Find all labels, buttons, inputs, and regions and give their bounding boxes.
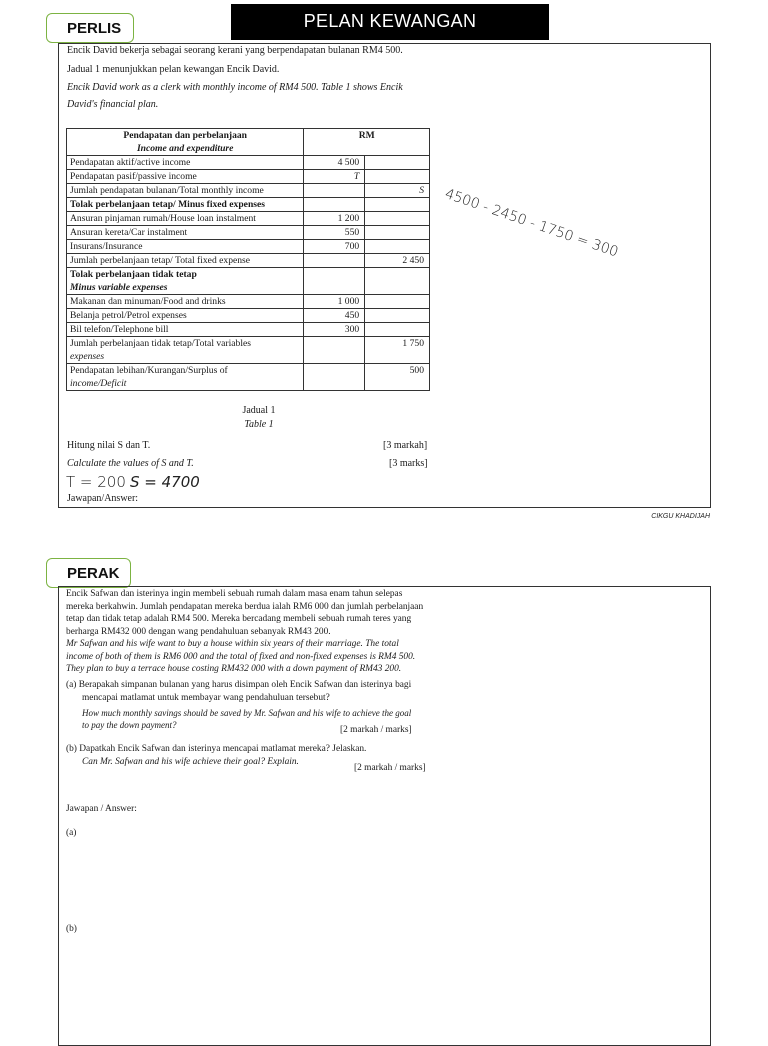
row-value: 550 bbox=[304, 226, 365, 240]
q2-intro-en-line: income of both of them is RM6 000 and the total of fixed and non-fixed expenses is RM4 500. bbox=[66, 651, 416, 662]
q2-intro-en bbox=[66, 638, 415, 676]
table-row bbox=[67, 268, 430, 295]
row-value bbox=[304, 184, 365, 198]
q2-intro-ms-line: tetap dan tidak tetap adalah RM4 500. Mereka bercadang membeli sebuah rumah teres yang bbox=[66, 614, 412, 625]
row-label bbox=[67, 268, 304, 295]
q2a-ms-line1: (a) Berapakah simpanan bulanan yang harus disimpan oleh Encik Safwan dan isterinya bagi bbox=[66, 680, 412, 690]
row-value: 4 500 bbox=[304, 156, 365, 170]
q2-intro-ms-line: mereka berkahwin. Jumlah pendapatan mereka berdua ialah RM6 000 dan jumlah perbelanjaan bbox=[66, 601, 424, 612]
row-value: 450 bbox=[304, 309, 365, 323]
state-tag-perak: PERAK bbox=[46, 558, 131, 588]
row-value: 1 200 bbox=[304, 212, 365, 226]
row-value: 300 bbox=[304, 323, 365, 337]
row-total: S bbox=[365, 184, 430, 198]
row-label bbox=[67, 337, 304, 364]
row-label: Jumlah pendapatan bulanan/Total monthly income bbox=[67, 184, 304, 198]
answer-label: Jawapan/Answer: bbox=[67, 493, 139, 504]
row-value bbox=[304, 337, 365, 364]
row-label: Pendapatan aktif/active income bbox=[67, 156, 304, 170]
q2a-en-line2: to pay the down payment? bbox=[82, 720, 177, 730]
row-total bbox=[365, 198, 430, 212]
row-value: 700 bbox=[304, 240, 365, 254]
table-row bbox=[67, 240, 430, 254]
row-label-line1: Jumlah perbelanjaan tidak tetap/Total variables bbox=[70, 338, 252, 349]
question-en: Calculate the values of S and T. bbox=[67, 458, 194, 469]
row-label: Tolak perbelanjaan tetap/ Minus fixed expenses bbox=[67, 198, 304, 212]
q2-answer-label: Jawapan / Answer: bbox=[66, 804, 137, 814]
row-total bbox=[365, 295, 430, 309]
handwritten-working: 4500 - 2450 - 1750 = 300 bbox=[442, 186, 621, 261]
marks-ms: [3 markah] bbox=[383, 440, 428, 451]
row-label bbox=[67, 364, 304, 391]
credit-text: CIKGU KHADIJAH bbox=[651, 513, 710, 520]
handwritten-answer-s: S = 4700 bbox=[130, 473, 200, 491]
row-label: Ansuran pinjaman rumah/House loan instalment bbox=[67, 212, 304, 226]
page-title: PELAN KEWANGAN bbox=[231, 4, 549, 40]
q2-intro-ms bbox=[66, 588, 423, 639]
financial-plan-table bbox=[66, 128, 430, 391]
row-total: 2 450 bbox=[365, 254, 430, 268]
q2b-marks: [2 markah / marks] bbox=[354, 763, 426, 773]
table-header-rm: RM bbox=[304, 129, 430, 156]
table-row bbox=[67, 337, 430, 364]
row-value bbox=[304, 254, 365, 268]
table-row bbox=[67, 309, 430, 323]
q2-intro-en-line: They plan to buy a terrace house costing RM432 000 with a down payment of RM43 200. bbox=[66, 664, 402, 675]
row-label: Bil telefon/Telephone bill bbox=[67, 323, 304, 337]
row-value bbox=[304, 364, 365, 391]
row-label: Ansuran kereta/Car instalment bbox=[67, 226, 304, 240]
row-value: T bbox=[304, 170, 365, 184]
table-header-row bbox=[67, 129, 430, 156]
table-row bbox=[67, 170, 430, 184]
row-label-line1: Pendapatan lebihan/Kurangan/Surplus of bbox=[70, 365, 228, 376]
row-total bbox=[365, 309, 430, 323]
intro-en-line1: Encik David work as a clerk with monthly income of RM4 500. Table 1 shows Encik bbox=[67, 82, 403, 93]
table-row bbox=[67, 156, 430, 170]
table-row bbox=[67, 184, 430, 198]
state-tag-perlis: PERLIS bbox=[46, 13, 134, 43]
row-total bbox=[365, 170, 430, 184]
table-row bbox=[67, 226, 430, 240]
row-total bbox=[365, 212, 430, 226]
table-row bbox=[67, 254, 430, 268]
table-row bbox=[67, 323, 430, 337]
q2-answer-a-label: (a) bbox=[66, 828, 77, 838]
row-label: Jumlah perbelanjaan tetap/ Total fixed expense bbox=[67, 254, 304, 268]
q2-intro-ms-line: Encik Safwan dan isterinya ingin membeli sebuah rumah dalam masa enam tahun selepas bbox=[66, 589, 403, 599]
intro-ms-line1: Encik David bekerja sebagai seorang kerani yang berpendapatan bulanan RM4 500. bbox=[67, 45, 403, 56]
row-total bbox=[365, 156, 430, 170]
row-label: Pendapatan pasif/passive income bbox=[67, 170, 304, 184]
table-header-ms: Pendapatan dan perbelanjaan bbox=[123, 130, 248, 141]
marks-en: [3 marks] bbox=[389, 458, 428, 469]
q2-intro-ms-line: berharga RM432 000 dengan wang pendahuluan sebanyak RM43 200. bbox=[66, 627, 331, 638]
row-label: Insurans/Insurance bbox=[67, 240, 304, 254]
row-label: Belanja petrol/Petrol expenses bbox=[67, 309, 304, 323]
handwritten-answer-t: T = 200 bbox=[66, 473, 126, 491]
table-row bbox=[67, 212, 430, 226]
row-label-line2: income/Deficit bbox=[70, 378, 127, 389]
table-row bbox=[67, 295, 430, 309]
question-ms: Hitung nilai S dan T. bbox=[67, 440, 151, 451]
row-label-line2: Minus variable expenses bbox=[70, 282, 168, 293]
table-row bbox=[67, 198, 430, 212]
table-row bbox=[67, 364, 430, 391]
q2-intro-en-line: Mr Safwan and his wife want to buy a house within six years of their marriage. The total bbox=[66, 639, 399, 649]
table-caption-ms: Jadual 1 bbox=[242, 405, 276, 416]
intro-ms-line2: Jadual 1 menunjukkan pelan kewangan Encik David. bbox=[67, 64, 280, 75]
q2b-en: Can Mr. Safwan and his wife achieve their goal? Explain. bbox=[82, 757, 299, 767]
q2a-en-line1: How much monthly savings should be saved by Mr. Safwan and his wife to achieve the goal bbox=[82, 708, 412, 718]
row-label: Makanan dan minuman/Food and drinks bbox=[67, 295, 304, 309]
table-header-en: Income and expenditure bbox=[136, 143, 234, 154]
q2-answer-b-label: (b) bbox=[66, 924, 77, 934]
row-label-line2: expenses bbox=[70, 351, 105, 362]
row-total: 1 750 bbox=[365, 337, 430, 364]
table-caption-en: Table 1 bbox=[244, 419, 274, 430]
q2b-ms: (b) Dapatkah Encik Safwan dan isterinya mencapai matlamat mereka? Jelaskan. bbox=[66, 744, 367, 754]
row-total bbox=[365, 226, 430, 240]
row-total bbox=[365, 268, 430, 295]
table-header-label bbox=[67, 129, 304, 156]
row-label-line1: Tolak perbelanjaan tidak tetap bbox=[70, 269, 197, 280]
row-value: 1 000 bbox=[304, 295, 365, 309]
q2a-ms-line2: mencapai matlamat untuk membayar wang pendahuluan tersebut? bbox=[82, 693, 330, 703]
intro-en-line2: David's financial plan. bbox=[67, 99, 159, 110]
q2a-marks: [2 markah / marks] bbox=[340, 725, 412, 735]
row-total: 500 bbox=[365, 364, 430, 391]
row-value bbox=[304, 268, 365, 295]
row-total bbox=[365, 240, 430, 254]
row-value bbox=[304, 198, 365, 212]
row-total bbox=[365, 323, 430, 337]
